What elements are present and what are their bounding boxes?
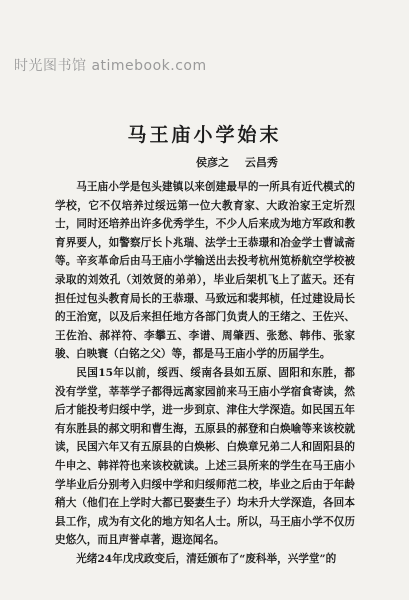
author-name: 云昌秀 bbox=[244, 156, 278, 169]
author-name: 侯彦之 bbox=[196, 156, 229, 169]
paragraph: 光绪24年戊戌政变后，清廷颁布了“废科举，兴学堂”的 bbox=[76, 552, 337, 565]
paragraph: 民国15年以前，绥西、绥南各县如五原、固阳和东胜，都没有学堂，莘莘学子都得远离家园前来马王庙小学宿食寄读，然后才能投考归绥中学，进一步到京、津住大学深造。如民国五年有东胜县的郝文明和曹生海，五原县的郝登和白焕喻等来该校就读，民国六年又有五原县的白焕彬、白焕章兄弟二人和固阳县的牛申之、韩祥符也来该校就读。上述三县所来的学生在马王庙小学毕业后分别考入归绥中学和归绥师范二校，毕业之后由于年龄稍大（他们在上学时大都已娶妻生子）均未升大学深造，各回本县工作，成为有文化的地方知名人士。所以，马王庙小学不仅历史悠久，而且声誉卓著，遐迩闻名。 bbox=[55, 366, 355, 547]
watermark: 时光图书馆 atimebook.com bbox=[14, 58, 207, 74]
article-title: 马王庙小学始末 bbox=[127, 124, 282, 146]
paragraph: 马王庙小学是包头建镇以来创建最早的一所具有近代模式的学校，它不仅培养过绥远第一位大教育家、大政治家王定圻烈士，同时还培养出许多优秀学生，不少人后来成为地方军政和教育界要人，如警察厅长卜兆瑞、法学士王恭璟和冶金学士曹诚斋等。辛亥革命后由马王庙小学输送出去投考杭州笕桥航空学校被录取的刘效孔（刘效贤的弟弟），毕业后架机飞上了蓝天。还有担任过包头教育局长的王恭璟、马致远和裴邦桢，任过建设局长的王治宽，以及后来担任地方各部门负责人的王绪之、王佐兴、王佐治、郝祥符、李攀五、李谱、周肇西、张愁、韩伟、张家骏、白映寰（白铭之父）等，都是马王庙小学的历届学生。 bbox=[55, 181, 355, 361]
author-line bbox=[196, 154, 290, 170]
article-body bbox=[55, 178, 355, 598]
